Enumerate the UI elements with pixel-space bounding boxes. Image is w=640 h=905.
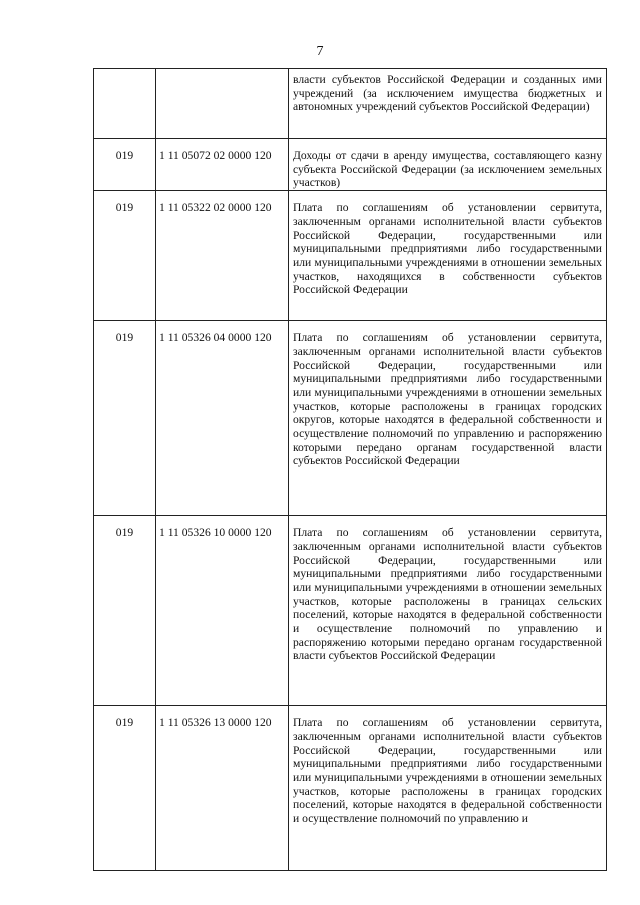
description-text: Плата по соглашениям об установлении сервитута, заключенным органами исполнительной власти субъектов Российской Федерации, государственными или муниципальными предприятиями либо государственными или муниципальными учреждениями в отношении земельных участков, которые расположены в границах городских округов, которые находятся в федеральной собственности и осуществление полномочий по управлению и распоряжению которыми передано органам государственной власти субъектов Российской Федерации <box>293 331 602 468</box>
table-row <box>94 139 607 191</box>
admin-code-cell: 019 <box>94 191 156 321</box>
admin-code-cell: 019 <box>94 139 156 191</box>
description-text: Плата по соглашениям об установлении сервитута, заключенным органами исполнительной власти субъектов Российской Федерации, государственными или муниципальными предприятиями либо государственными или муниципальными учреждениями в отношении земельных участков, которые расположены в границах сельских поселений, которые находятся в федеральной собственности и осуществление полномочий по управлению и распоряжению которыми передано органам государственной власти субъектов Российской Федерации <box>293 526 602 663</box>
table-row <box>94 191 607 321</box>
budget-code-cell: 1 11 05072 02 0000 120 <box>156 139 289 191</box>
budget-code-cell: 1 11 05326 13 0000 120 <box>156 706 289 871</box>
admin-code-cell: 019 <box>94 706 156 871</box>
description-cell <box>289 191 607 321</box>
admin-code-cell: 019 <box>94 516 156 706</box>
budget-code-cell: 1 11 05326 04 0000 120 <box>156 321 289 516</box>
budget-code-cell: 1 11 05322 02 0000 120 <box>156 191 289 321</box>
description-cell <box>289 139 607 191</box>
admin-code-cell <box>94 69 156 139</box>
description-cell <box>289 321 607 516</box>
description-cell <box>289 706 607 871</box>
description-text: Плата по соглашениям об установлении сервитута, заключенным органами исполнительной власти субъектов Российской Федерации, государственными или муниципальными предприятиями либо государственными или муниципальными учреждениями в отношении земельных участков, находящихся в собственности субъектов Российской Федерации <box>293 201 602 297</box>
description-text: власти субъектов Российской Федерации и созданных ими учреждений (за исключением имущества бюджетных и автономных учреждений субъектов Российской Федерации) <box>293 73 602 114</box>
revenue-codes-table <box>93 68 607 871</box>
table-row <box>94 516 607 706</box>
description-cell <box>289 69 607 139</box>
table-row <box>94 706 607 871</box>
admin-code-cell: 019 <box>94 321 156 516</box>
description-cell <box>289 516 607 706</box>
table-row <box>94 321 607 516</box>
description-text: Доходы от сдачи в аренду имущества, составляющего казну субъекта Российской Федерации (за исключением земельных участков) <box>293 149 602 190</box>
budget-code-cell <box>156 69 289 139</box>
page-number: 7 <box>316 44 324 59</box>
budget-code-cell: 1 11 05326 10 0000 120 <box>156 516 289 706</box>
description-text: Плата по соглашениям об установлении сервитута, заключенным органами исполнительной власти субъектов Российской Федерации, государственными или муниципальными предприятиями либо государственными или муниципальными учреждениями в отношении земельных участков, которые расположены в границах городских поселений, которые находятся в федеральной собственности и осуществление полномочий по управлению и <box>293 716 602 826</box>
table-row <box>94 69 607 139</box>
